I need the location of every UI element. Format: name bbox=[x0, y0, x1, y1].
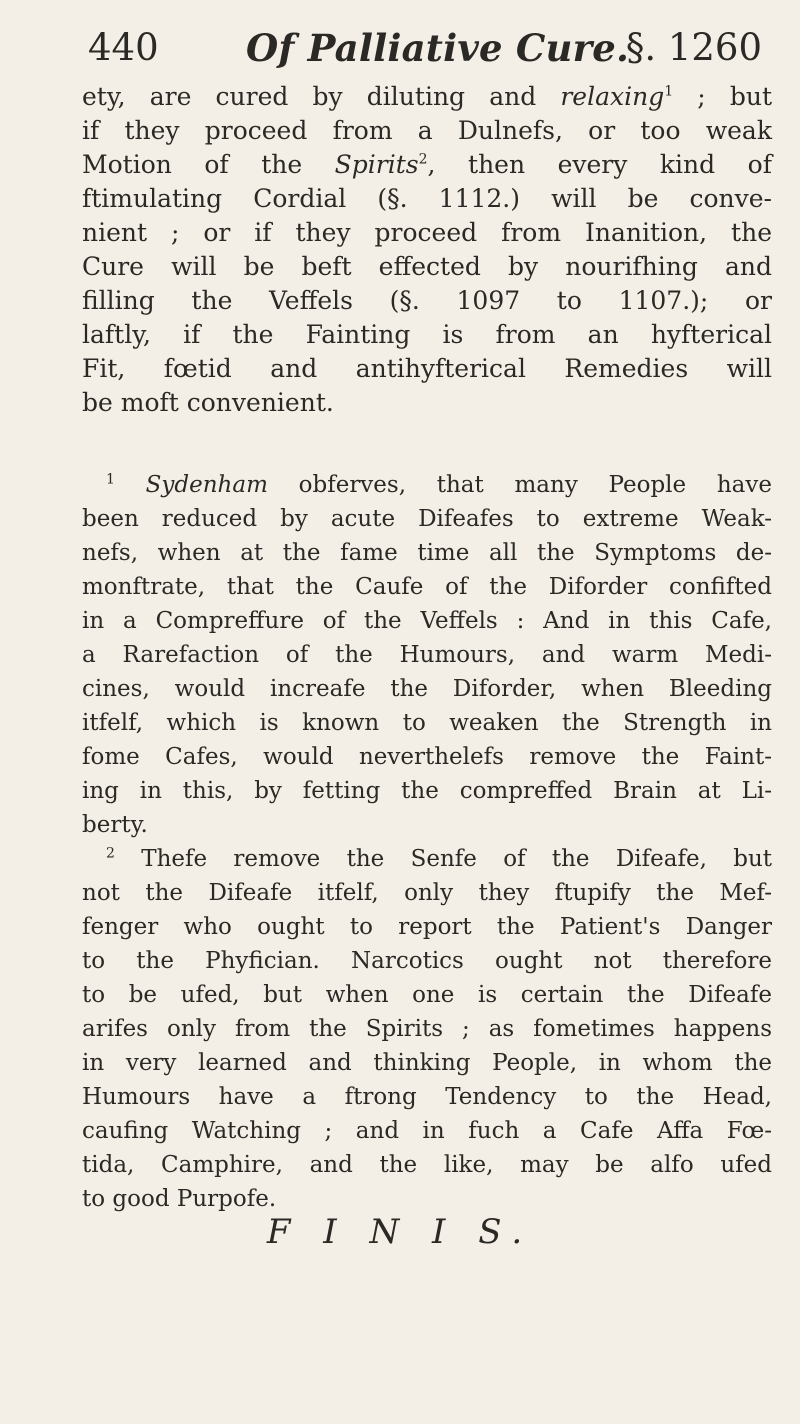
text-line: filling the Veffels (§. 1097 to 1107.); or bbox=[82, 286, 772, 315]
footnote-line: monftrate, that the Caufe of the Diforder confifted bbox=[82, 574, 772, 600]
footnote-line: caufing Watching ; and in fuch a Cafe Affa Fœ- bbox=[82, 1118, 772, 1144]
footnote-line: ing in this, by fetting the compreffed Brain at Li- bbox=[82, 778, 772, 804]
text-line: ety, are cured by diluting and relaxing$^1$ ; but bbox=[82, 82, 773, 111]
text-line: if they proceed from a Dulnefs, or too weak bbox=[82, 116, 772, 145]
main-paragraph bbox=[82, 80, 772, 420]
text-line: laftly, if the Fainting is from an hyfterical bbox=[82, 320, 772, 349]
text-line: Motion of the Spirits$^2$, then every kind of bbox=[82, 150, 772, 179]
footnote-line: in a Compreffure of the Veffels : And in this Cafe, bbox=[82, 608, 772, 634]
footnote-line: in very learned and thinking People, in whom the bbox=[82, 1050, 772, 1076]
footnote-marker: 2 bbox=[106, 845, 115, 862]
section-number: §. 1260 bbox=[625, 26, 762, 69]
footnote-line: to the Phyfician. Narcotics ought not therefore bbox=[82, 948, 772, 974]
text-line: Fit, fœtid and antihyfterical Remedies will bbox=[82, 354, 772, 383]
running-title: Of Palliative Cure. bbox=[246, 26, 630, 70]
footnote-line: itfelf, which is known to weaken the Strength in bbox=[82, 710, 772, 736]
footnote-line: fome Cafes, would neverthelefs remove the Faint- bbox=[82, 744, 772, 770]
footnote-line: tida, Camphire, and the like, may be alfo ufed bbox=[82, 1152, 772, 1178]
footnote-line: cines, would increafe the Diforder, when Bleeding bbox=[82, 676, 772, 702]
author-name: Sydenham bbox=[145, 472, 268, 498]
page-header bbox=[88, 18, 768, 78]
footnote-marker: 1 bbox=[106, 471, 115, 488]
footnote-line: been reduced by acute Difeafes to extreme Weak- bbox=[82, 506, 772, 532]
footnote-line: to good Purpofe. bbox=[82, 1186, 277, 1212]
footnote-line: to be ufed, but when one is certain the Difeafe bbox=[82, 982, 772, 1008]
page-number: 440 bbox=[88, 26, 159, 69]
text-line: ftimulating Cordial (§. 1112.) will be conve- bbox=[82, 184, 772, 213]
footnote-reference: 2 bbox=[418, 151, 428, 168]
footnote-line: arifes only from the Spirits ; as fometimes happens bbox=[82, 1016, 772, 1042]
footnotes bbox=[82, 468, 772, 1216]
footnote-line: Humours have a ftrong Tendency to the Head, bbox=[82, 1084, 772, 1110]
footnote-line: a Rarefaction of the Humours, and warm Medi- bbox=[82, 642, 772, 668]
text-line: be moft convenient. bbox=[82, 388, 334, 417]
footnote-reference: 1 bbox=[664, 83, 674, 100]
footnote-line: nefs, when at the fame time all the Symptoms de- bbox=[82, 540, 772, 566]
footnote-2-first-line: $^2$ Thefe remove the Senfe of the Difeafe, but bbox=[106, 845, 772, 872]
footnote-line: berty. bbox=[82, 812, 148, 838]
footnote-line: fenger who ought to report the Patient's Danger bbox=[82, 914, 772, 940]
text-line: nient ; or if they proceed from Inanition, the bbox=[82, 218, 772, 247]
text-line: Cure will be beft effected by nourifhing and bbox=[82, 252, 772, 281]
footnote-line: not the Difeafe itfelf, only they ftupify the Mef- bbox=[82, 880, 772, 906]
footnote-1-first-line: $^1$ Sydenham obferves, that many People have bbox=[106, 471, 772, 498]
finis-ending: F I N I S. bbox=[266, 1212, 534, 1252]
